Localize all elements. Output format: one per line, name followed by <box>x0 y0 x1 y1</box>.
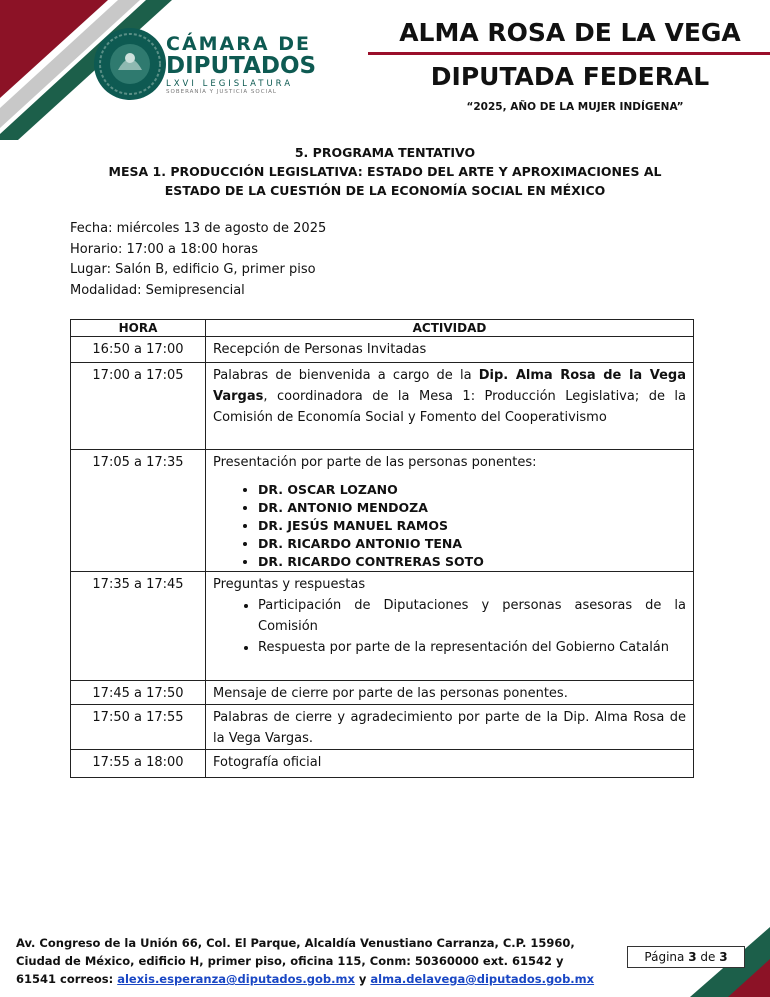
year-motto: “2025, AÑO DE LA MUJER INDÍGENA” <box>466 101 684 113</box>
page-number-box <box>627 946 745 968</box>
program-title-line2: ESTADO DE LA CUESTIÓN DE LA ECONOMÍA SOCIAL EN MÉXICO <box>164 183 606 198</box>
deputy-name-inline: Dip. Alma Rosa de la Vega Vargas <box>213 368 686 404</box>
email-link-alma[interactable]: alma.delavega@diputados.gob.mx <box>370 972 595 986</box>
event-time: Horario: 17:00 a 18:00 horas <box>70 241 259 257</box>
email-link-alexis[interactable]: alexis.esperanza@diputados.gob.mx <box>117 972 355 986</box>
activity-text: Presentación por parte de las personas ponentes: <box>213 455 537 470</box>
page-total: 3 <box>719 950 728 964</box>
row-time: 16:50 a 17:00 <box>71 337 206 363</box>
row-activity <box>206 363 694 450</box>
row-time: 17:45 a 17:50 <box>71 681 206 705</box>
footer-joiner: y <box>354 972 371 986</box>
page-prefix: Página <box>644 950 689 964</box>
row-activity: Palabras de cierre y agradecimiento por parte de la Dip. Alma Rosa de la Vega Vargas. <box>206 705 694 750</box>
event-date: Fecha: miércoles 13 de agosto de 2025 <box>70 221 327 236</box>
row-activity: Fotografía oficial <box>206 750 694 778</box>
list-item: • DR. ANTONIO MENDOZA <box>258 499 686 517</box>
activity-text: Palabras de bienvenida a cargo de la <box>213 368 479 383</box>
logo-text-camara: CÁMARA DE <box>166 33 311 55</box>
list-item: • DR. RICARDO ANTONIO TENA <box>258 535 686 553</box>
speaker-list <box>213 481 686 571</box>
row-time: 17:00 a 17:05 <box>71 363 206 450</box>
event-place: Lugar: Salón B, edificio G, primer piso <box>70 262 316 277</box>
row-time: 17:35 a 17:45 <box>71 572 206 681</box>
list-item: • DR. RICARDO CONTRERAS SOTO <box>258 553 686 571</box>
table-row <box>71 363 694 450</box>
table-row <box>71 705 694 750</box>
row-time: 17:55 a 18:00 <box>71 750 206 778</box>
table-row <box>71 681 694 705</box>
activity-text: Preguntas y respuestas <box>213 577 366 592</box>
chamber-logo <box>92 26 342 106</box>
header-divider <box>368 52 770 55</box>
page-mid: de <box>696 950 720 964</box>
logo-text-legislatura: LXVI LEGISLATURA <box>166 79 294 89</box>
event-mode: Modalidad: Semipresencial <box>70 282 245 298</box>
program-number: 5. PROGRAMA TENTATIVO <box>294 145 476 160</box>
row-activity: Mensaje de cierre por parte de las personas ponentes. <box>206 681 694 705</box>
table-row <box>71 450 694 572</box>
row-time: 17:50 a 17:55 <box>71 705 206 750</box>
deputy-name: ALMA ROSA DE LA VEGA <box>399 18 741 47</box>
list-item: • DR. OSCAR LOZANO <box>258 481 686 499</box>
program-title-line1: MESA 1. PRODUCCIÓN LEGISLATIVA: ESTADO DEL ARTE Y APROXIMACIONES AL <box>108 164 662 179</box>
schedule-table <box>70 319 694 778</box>
chamber-seal-icon <box>92 26 168 102</box>
column-header-hora: HORA <box>71 320 206 337</box>
page-current: 3 <box>688 950 697 964</box>
footer-address <box>16 934 606 988</box>
row-activity <box>206 572 694 681</box>
qa-list <box>213 595 686 658</box>
list-item: • Respuesta por parte de la representación del Gobierno Catalán <box>258 637 686 658</box>
logo-text-slogan: SOBERANÍA Y JUSTICIA SOCIAL <box>166 89 277 95</box>
deputy-role: DIPUTADA FEDERAL <box>430 62 710 91</box>
list-item: • DR. JESÚS MANUEL RAMOS <box>258 517 686 535</box>
list-item: • Participación de Diputaciones y personas asesoras de la Comisión <box>258 595 686 637</box>
row-time: 17:05 a 17:35 <box>71 450 206 572</box>
activity-text-rest: , coordinadora de la Mesa 1: Producción Legislativa; de la Comisión de Economía Social y Fomento del Cooperativismo <box>213 389 686 425</box>
table-row <box>71 572 694 681</box>
event-details <box>70 219 326 301</box>
table-row <box>71 337 694 363</box>
table-row <box>71 750 694 778</box>
row-activity <box>206 450 694 572</box>
table-header-row <box>71 320 694 337</box>
logo-text-diputados: DIPUTADOS <box>166 53 317 79</box>
row-activity: Recepción de Personas Invitadas <box>206 337 694 363</box>
footer-address-text: Av. Congreso de la Unión 66, Col. El Parque, Alcaldía Venustiano Carranza, C.P. 15960, Ciudad de México, edificio H, primer piso, oficina 115, Conm: 50360000 ext. 61542 y 61541 correos: <box>16 936 575 986</box>
column-header-actividad: ACTIVIDAD <box>206 320 694 337</box>
